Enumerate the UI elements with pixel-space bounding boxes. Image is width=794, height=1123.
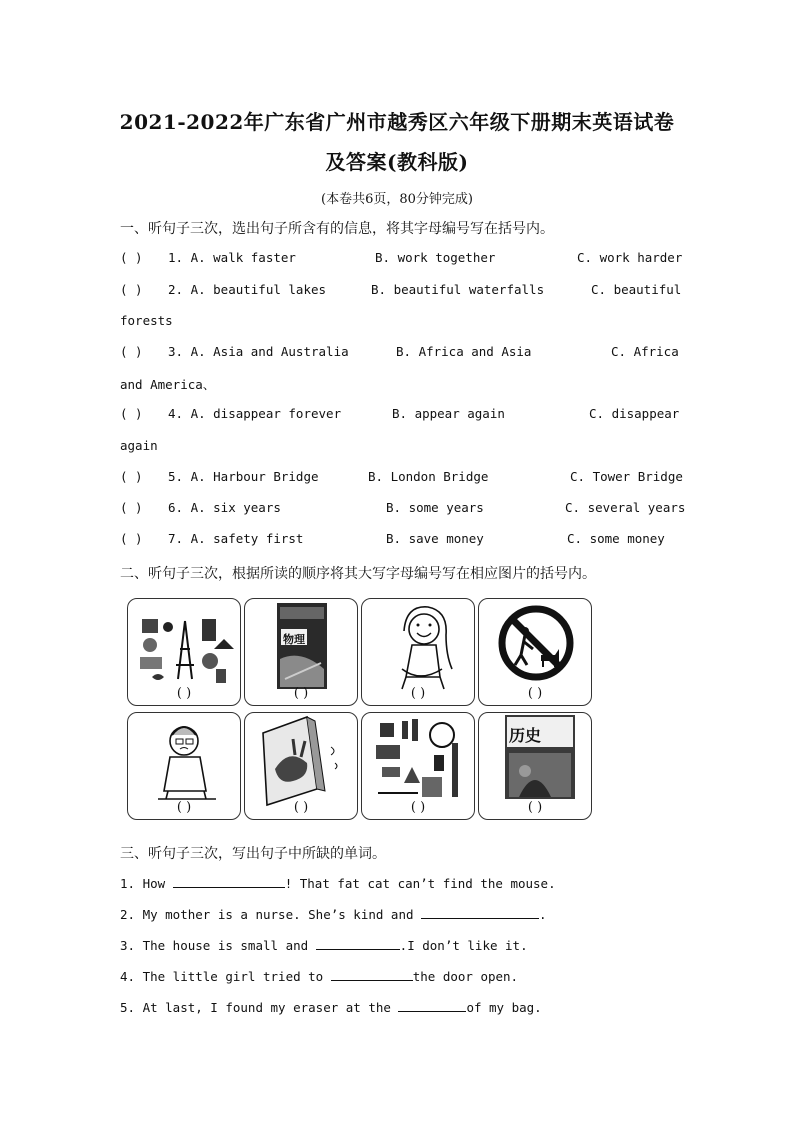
- option-b: B. beautiful waterfalls: [371, 282, 545, 297]
- option-a: 3. A. Asia and Australia: [168, 344, 349, 359]
- picture-physics-book[interactable]: [244, 598, 358, 706]
- option-c: C. disappear: [589, 406, 680, 421]
- picture-no-dog-sign[interactable]: [478, 598, 592, 706]
- option-a: 7. A. safety first: [168, 531, 304, 546]
- picture-happy-girl[interactable]: [361, 598, 475, 706]
- picture-answer-paren[interactable]: ( ): [176, 800, 192, 815]
- option-b: B. London Bridge: [368, 469, 489, 484]
- picture-answer-paren[interactable]: ( ): [293, 800, 309, 815]
- picture-rabbit-mural[interactable]: [244, 712, 358, 820]
- answer-blank[interactable]: [173, 875, 285, 888]
- section2-heading: 二、听句子三次，根据所读的顺序将其大写字母编号写在相应图片的括号内。: [120, 566, 596, 582]
- option-continuation: forests: [120, 313, 173, 328]
- answer-blank[interactable]: [421, 906, 539, 919]
- answer-paren[interactable]: ( ): [120, 469, 143, 484]
- section1-heading: 一、听句子三次，选出句子所含有的信息，将其字母编号写在括号内。: [120, 221, 554, 237]
- page-subtitle: (本卷共6页，80分钟完成): [321, 192, 473, 207]
- answer-paren[interactable]: ( ): [120, 282, 143, 297]
- answer-paren[interactable]: ( ): [120, 344, 143, 359]
- option-c: C. several years: [565, 500, 686, 515]
- picture-answer-paren[interactable]: ( ): [527, 686, 543, 701]
- option-c: C. Tower Bridge: [570, 469, 683, 484]
- option-c: C. Africa: [611, 344, 679, 359]
- picture-answer-paren[interactable]: ( ): [410, 800, 426, 815]
- option-a: 2. A. beautiful lakes: [168, 282, 327, 297]
- answer-paren[interactable]: ( ): [120, 531, 143, 546]
- option-c: C. beautiful: [591, 282, 682, 297]
- question-text: 1. How: [120, 876, 173, 891]
- answer-paren[interactable]: ( ): [120, 250, 143, 265]
- page-title-line2: 及答案(教科版): [325, 150, 469, 174]
- picture-answer-paren[interactable]: ( ): [176, 686, 192, 701]
- answer-blank[interactable]: [398, 999, 466, 1012]
- option-b: B. Africa and Asia: [396, 344, 532, 359]
- option-a: 6. A. six years: [168, 500, 281, 515]
- question-text: 5. At last, I found my eraser at the: [120, 1000, 399, 1015]
- fill-in-question: [120, 937, 528, 953]
- option-c: C. work harder: [577, 250, 683, 265]
- answer-paren[interactable]: ( ): [120, 406, 143, 421]
- physics-book-label: 物理: [283, 633, 305, 646]
- fill-in-question: [120, 968, 518, 984]
- fill-in-question: [120, 875, 556, 891]
- picture-history-book[interactable]: [478, 712, 592, 820]
- answer-blank[interactable]: [316, 937, 400, 950]
- option-b: B. appear again: [392, 406, 505, 421]
- picture-answer-paren[interactable]: ( ): [527, 800, 543, 815]
- option-b: B. some years: [386, 500, 484, 515]
- fill-in-question: [120, 906, 547, 922]
- option-b: B. save money: [386, 531, 484, 546]
- answer-paren[interactable]: ( ): [120, 500, 143, 515]
- option-a: 5. A. Harbour Bridge: [168, 469, 319, 484]
- picture-answer-paren[interactable]: ( ): [293, 686, 309, 701]
- section3-heading: 三、听句子三次，写出句子中所缺的单词。: [120, 846, 386, 862]
- question-text: of my bag.: [466, 1000, 542, 1015]
- history-book-label: 历史: [509, 726, 542, 745]
- question-text: 4. The little girl tried to: [120, 969, 331, 984]
- option-a: 1. A. walk faster: [168, 250, 296, 265]
- option-c: C. some money: [567, 531, 665, 546]
- page-title: 2021-2022年广东省广州市越秀区六年级下册期末英语试卷: [119, 110, 675, 134]
- option-continuation: and America、: [120, 377, 216, 392]
- fill-in-question: [120, 999, 542, 1015]
- option-a: 4. A. disappear forever: [168, 406, 342, 421]
- question-text: .I don’t like it.: [399, 938, 528, 953]
- picture-london-landmarks[interactable]: [361, 712, 475, 820]
- picture-worried-boy[interactable]: [127, 712, 241, 820]
- answer-blank[interactable]: [331, 968, 413, 981]
- question-text: 3. The house is small and: [120, 938, 316, 953]
- picture-answer-paren[interactable]: ( ): [410, 686, 426, 701]
- question-text: ! That fat cat can’t find the mouse.: [284, 876, 556, 891]
- question-text: the door open.: [412, 969, 519, 984]
- picture-world-landmarks[interactable]: [127, 598, 241, 706]
- option-b: B. work together: [375, 250, 496, 265]
- question-text: 2. My mother is a nurse. She’s kind and: [120, 907, 422, 922]
- question-text: .: [539, 907, 547, 922]
- option-continuation: again: [120, 438, 158, 453]
